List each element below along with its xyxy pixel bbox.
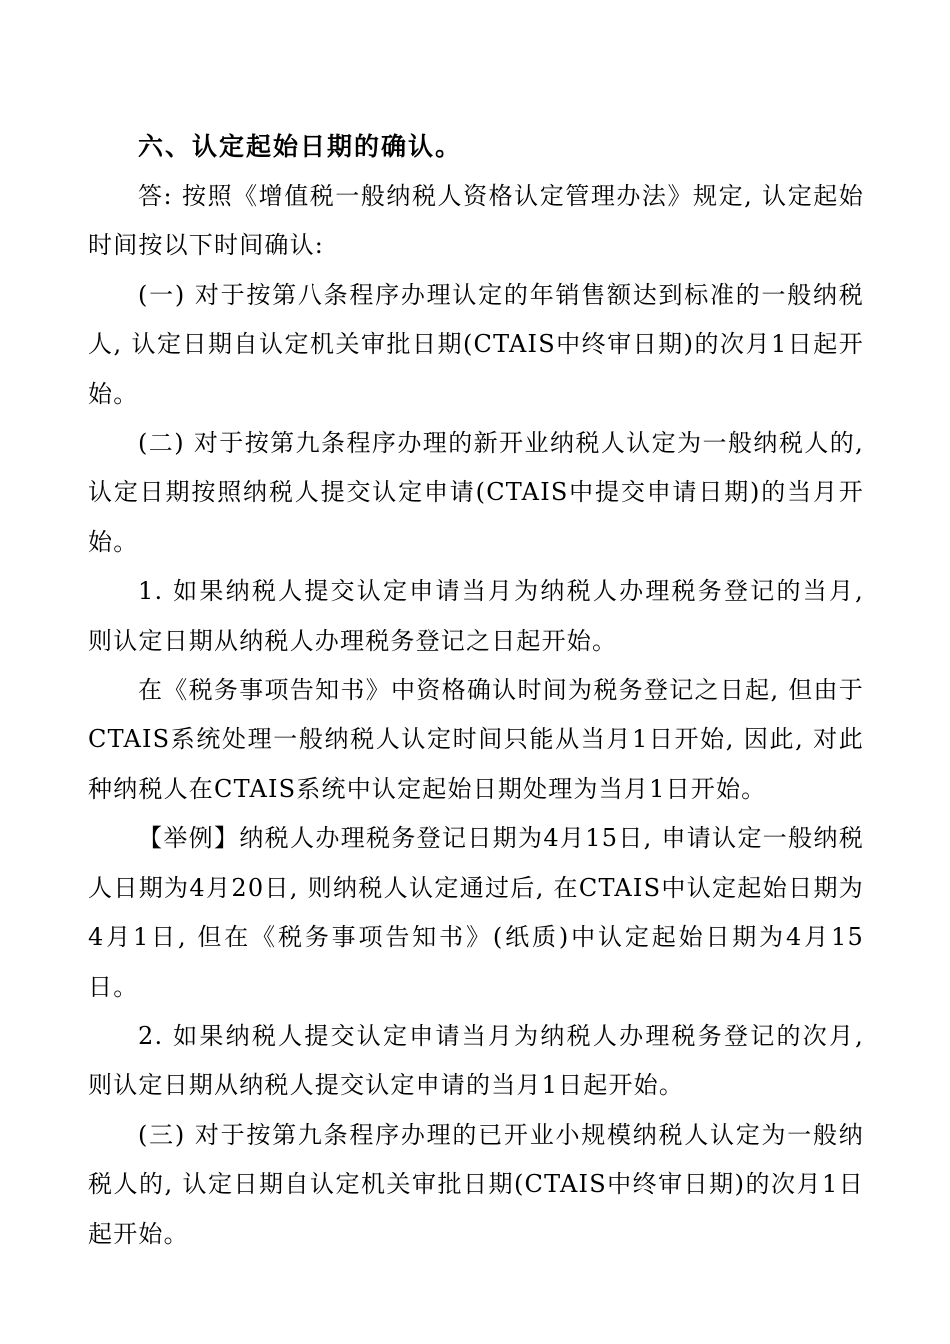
document-page bbox=[88, 122, 864, 1259]
paragraph-answer-intro: 答: 按照《增值税一般纳税人资格认定管理办法》规定, 认定起始时间按以下时间确认: bbox=[88, 182, 864, 260]
section-heading: 六、认定起始日期的确认。 bbox=[138, 132, 463, 161]
paragraph-subitem-1: 1. 如果纳税人提交认定申请当月为纳税人办理税务登记的当月, 则认定日期从纳税人办理税务登记之日起开始。 bbox=[88, 577, 864, 655]
paragraph-notice-explanation: 在《税务事项告知书》中资格确认时间为税务登记之日起, 但由于CTAIS系统处理一般纳税人认定时间只能从当月1日开始, 因此, 对此种纳税人在CTAIS系统中认定起始日期处理为当月1日开始。 bbox=[88, 676, 864, 803]
paragraph-item-2: (二) 对于按第九条程序办理的新开业纳税人认定为一般纳税人的, 认定日期按照纳税人提交认定申请(CTAIS中提交申请日期)的当月开始。 bbox=[88, 429, 864, 556]
paragraph-example: 【举例】纳税人办理税务登记日期为4月15日, 申请认定一般纳税人日期为4月20日, 则纳税人认定通过后, 在CTAIS中认定起始日期为4月1日, 但在《税务事项告知书》(纸质)中认定起始日期为4月15日。 bbox=[88, 824, 864, 1001]
paragraph-item-3: (三) 对于按第九条程序办理的已开业小规模纳税人认定为一般纳税人的, 认定日期自认定机关审批日期(CTAIS中终审日期)的次月1日起开始。 bbox=[88, 1120, 864, 1248]
paragraph-item-1: (一) 对于按第八条程序办理认定的年销售额达到标准的一般纳税人, 认定日期自认定机关审批日期(CTAIS中终审日期)的次月1日起开始。 bbox=[88, 280, 864, 408]
paragraph-subitem-2: 2. 如果纳税人提交认定申请当月为纳税人办理税务登记的次月, 则认定日期从纳税人提交认定申请的当月1日起开始。 bbox=[88, 1021, 864, 1100]
